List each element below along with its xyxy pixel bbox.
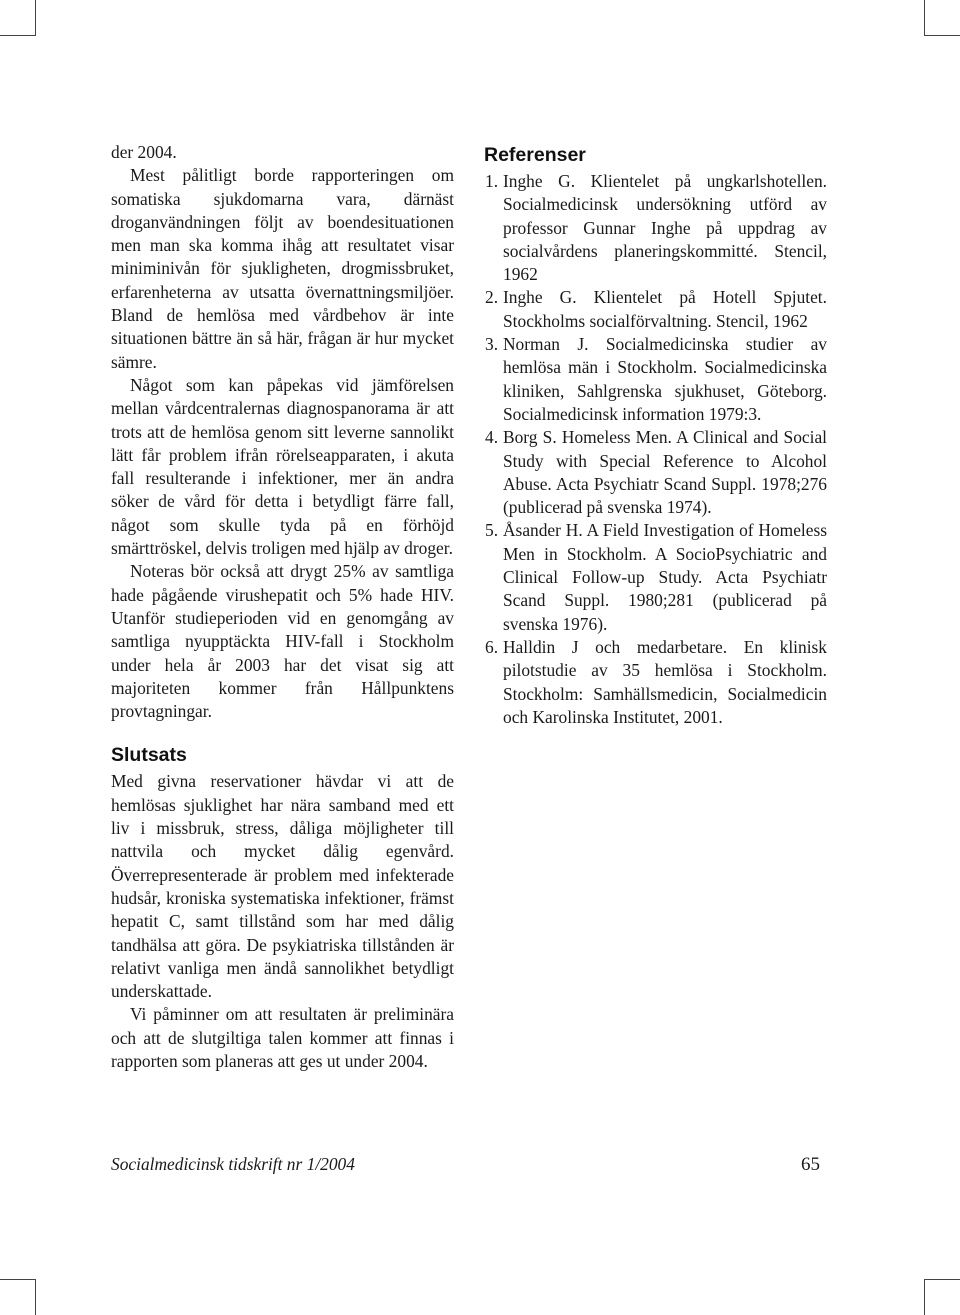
crop-mark-bottom-left [0,1279,36,1280]
crop-mark-bottom-right [924,1279,960,1280]
reference-number: 4. [485,427,499,448]
reference-text: Inghe G. Klientelet på Hotell Spjutet. Stockholms socialförvaltning. Stencil, 1962 [503,287,827,331]
crop-mark-top-right [924,35,960,36]
reference-item [484,286,827,333]
references-heading: Referenser [484,144,586,166]
reference-number: 1. [485,171,499,191]
reference-item [484,519,827,635]
reference-number: 2. [485,287,499,308]
body-paragraph: Noteras bör också att drygt 25% av samtliga hade pågående virushepatit och 5% hade HIV. Utanför studieperioden vid en genomgång av samtliga nyupptäckta HIV-fall i Stockholm under hela år 2003 har det visat sig att majoriteten kommer från Hållpunktens provtagningar. [111,561,454,722]
body-paragraph: Med givna reservationer hävdar vi att de hemlösas sjuklighet har nära samband med ett liv i missbruk, stress, dåliga möjligheter till nattvila och mycket dålig egenvård. Överrepresenterade är problem med infekterade hudsår, kroniska systematiska infektioner, främst hepatit C, samt tillstånd som har med dålig tandhälsa att göra. De psykiatriska tillstånden är relativt vanliga men ändå sannolikhet betydligt underskattade. [111,771,454,1002]
left-column [111,141,454,1073]
footer-journal-title: Socialmedicinsk tidskrift nr 1/2004 [111,1154,355,1174]
reference-text: Halldin J och medarbetare. En klinisk pilotstudie av 35 hemlösa i Stockholm. Stockholm: Samhällsmedicin, Socialmedicin och Karolinska Institutet, 2001. [503,636,827,727]
body-paragraph: der 2004. [111,142,177,162]
crop-mark-top-left [35,0,36,36]
reference-item [484,636,827,729]
reference-number: 6. [485,636,499,657]
crop-mark-top-right [924,0,925,36]
reference-item [484,170,827,286]
crop-mark-bottom-right [924,1279,925,1315]
reference-text: Borg S. Homeless Men. A Clinical and Social Study with Special Reference to Alcohol Abuse. Acta Psychiatr Scand Suppl. 1978;276 (publicerad på svenska 1974). [503,427,827,518]
slutsats-heading: Slutsats [111,744,187,767]
page-number: 65 [801,1154,820,1175]
crop-mark-top-left [0,35,36,36]
reference-text: Åsander H. A Field Investigation of Homeless Men in Stockholm. A SocioPsychiatric and Clinical Follow-up Study. Acta Psychiatr Scand Suppl. 1980;281 (publicerad på svenska 1976). [503,520,827,634]
reference-number: 3. [485,334,499,355]
reference-number: 5. [485,520,499,541]
reference-list [484,170,827,729]
reference-text: Inghe G. Klientelet på ungkarlshotellen. Socialmedicinsk undersökning utförd av professor Gunnar Inghe på uppdrag av socialvårdens planeringskommitté. Stencil, 1962 [503,171,827,285]
crop-mark-bottom-left [35,1279,36,1315]
reference-item [484,426,827,519]
body-paragraph: Mest pålitligt borde rapporteringen om somatiska sjukdomarna vara, därnäst droganvändningen följt av boendesituationen men man ska komma ihåg att resultatet visar miniminivån för sjukligheten, drogmissbruket, erfarenheterna av utsatta övernattningsmiljöer. Bland de hemlösa med vårdbehov är inte situationen bättre än så här, frågan är hur mycket sämre. [111,165,454,372]
reference-item [484,333,827,426]
reference-text: Norman J. Socialmedicinska studier av hemlösa män i Stockholm. Socialmedicinska kliniken, Sahlgrenska sjukhuset, Göteborg. Socialmedicinsk information 1979:3. [503,334,827,424]
body-paragraph: Vi påminner om att resultaten är preliminära och att de slutgiltiga talen kommer att finnas i rapporten som planeras att ges ut under 2004. [111,1004,454,1071]
right-column [484,141,827,729]
body-paragraph: Något som kan påpekas vid jämförelsen mellan vårdcentralernas diagnospanorama är att trots att de hemlösa genom sitt leverne sannolikt lätt får problem ifrån rörelseapparaten, i akuta fall resulterande i infektioner, mer än andra söker de vård för detta i betydligt färre fall, något som skulle tyda på en förhöjd smärttröskel, delvis troligen med hjälp av droger. [111,374,454,559]
